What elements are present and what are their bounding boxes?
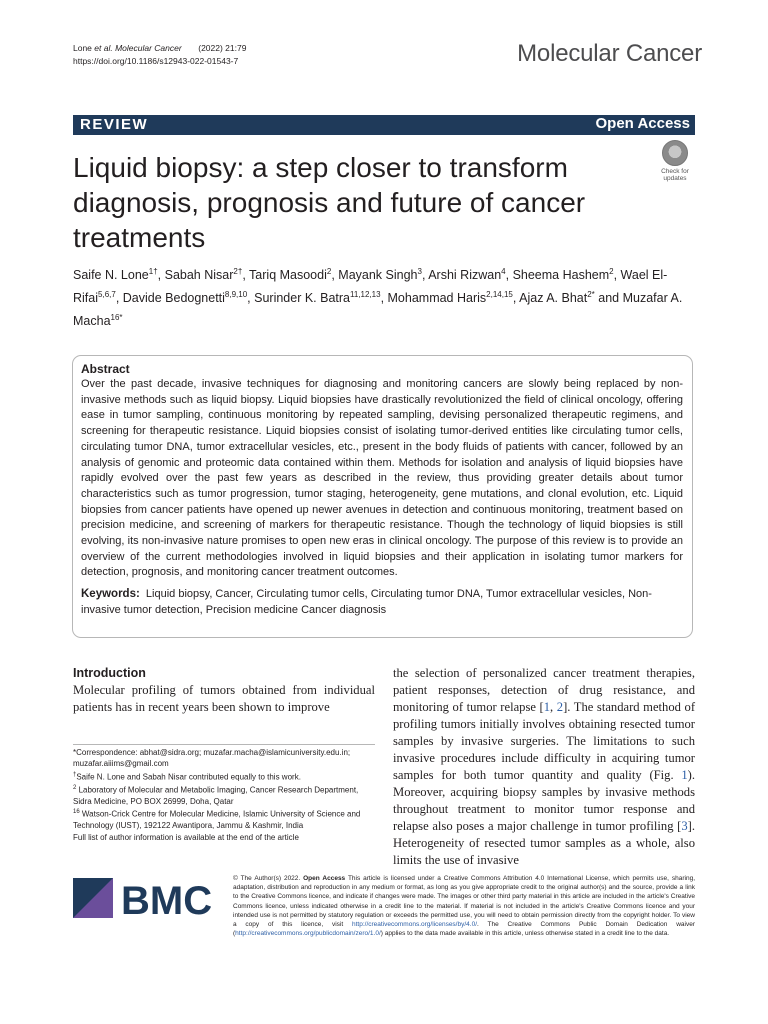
author-affiliation-marker: 16*	[110, 313, 123, 323]
check-for-updates-button[interactable]	[655, 140, 695, 182]
author-affiliation-marker: 2	[326, 267, 332, 276]
author-affiliation-marker: 2	[609, 267, 614, 276]
author-name[interactable]: Ajaz A. Bhat$^{2*}$	[519, 290, 595, 306]
bmc-logo-text: BMC	[121, 879, 213, 922]
journal-name: Molecular Cancer	[517, 40, 702, 67]
figure-link-1[interactable]: 1	[681, 768, 688, 782]
author-name[interactable]: Davide Bedognetti$^{8,9,10}$	[122, 290, 248, 306]
doi-link[interactable]: https://doi.org/10.1186/s12943-022-01543-7	[73, 56, 239, 66]
author-affiliation-marker: 11,12,13	[350, 290, 381, 300]
article-type-label: REVIEW	[80, 116, 149, 133]
abstract-heading: Abstract	[81, 362, 130, 376]
author-affiliation-marker: 2†	[233, 267, 243, 276]
author-affiliation-marker: 8,9,10	[224, 290, 248, 300]
footnotes	[73, 747, 375, 843]
author-affiliation-marker: 1†	[148, 267, 158, 276]
correspondence: *Correspondence: abhat@sidra.org; muzafar.macha@islamicuniversity.edu.in; muzafar.aiiims@gmail.com	[73, 748, 351, 769]
author-affiliation-marker: 5,6,7	[98, 290, 116, 300]
reference-link-3[interactable]: 3	[681, 819, 688, 833]
author-name[interactable]: Tariq Masoodi$^2$	[249, 267, 332, 283]
author-name[interactable]: Mohammad Haris$^{2,14,15}$	[387, 290, 513, 306]
author-name[interactable]: Saife N. Lone$^{1\dagger}$	[73, 267, 158, 283]
affiliation-2: $^2$ Laboratory of Molecular and Metabolic Imaging, Cancer Research Department, Sidra Medicine, PO BOX 26999, Doha, Qatar	[73, 784, 359, 806]
equal-contribution-note: †Saife N. Lone and Sabah Nisar contributed equally to this work.	[73, 771, 301, 782]
author-name[interactable]: Arshi Rizwan$^4$	[428, 267, 506, 283]
article-title: Liquid biopsy: a step closer to transform diagnosis, prognosis and future of cancer treatments	[73, 152, 586, 253]
keywords	[81, 587, 683, 618]
open-access-label: Open Access	[595, 115, 690, 132]
footnote-divider	[73, 744, 375, 745]
keywords-list: Liquid biopsy, Cancer, Circulating tumor cells, Circulating tumor DNA, Tumor extracellular vesicles, Non-invasive tumor detection, Precision medicine Cancer diagnosis	[81, 588, 652, 616]
citation-author: Lone	[73, 43, 92, 53]
abstract-body: Over the past decade, invasive techniques for diagnosing and monitoring cancers are slowly being replaced by non-invasive methods such as liquid biopsy. Liquid biopsies have drastically revolutionized the field of clinical oncology, offering ease in tumor sampling, continuous monitoring by repeated sampling, devising personalized therapeutic regimens, and screening for therapeutic resistance. Liquid biopsies consist of isolating tumor-derived entities like circulating tumor cells, circulating tumor DNA, tumor extracellular vesicles, etc., present in the body fluids of patients with cancer, followed by an analysis of genomic and proteomic data contained within them. Methods for isolation and analysis of liquid biopsies have rapidly evolved over the past few years as described in the review, thus providing greater details about tumor characteristics such as tumor progression, tumor staging, heterogeneity, gene mutations, and clonal evolution, etc. Liquid biopsies from cancer patients have opened up newer avenues in detection and continuous monitoring, treatment based on precision medicine, and screening of markers for therapeutic resistance. Though the technology of liquid biopsies is still evolving, its non-invasive nature promises to open new eras in clinical oncology. The purpose of this review is to provide an overview of the current methodologies involved in liquid biopsies and their application in isolating tumor markers for detection, prognosis, and monitoring cancer treatment outcomes.	[81, 378, 683, 579]
introduction-right-text: the selection of personalized cancer treatment therapies, patient responses, detection of drug resistance, and monitoring of tumor relapse [1, 2]. The standard method of profiling tumors initially involves obtaining resected tumor samples by invasive surgeries. The limitations to such invasive procedures include difficulty in acquiring tumor samples for both tumor quantity and quality (Fig. 1). Moreover, acquiring biopsy samples by invasive methods throughout treatment to monitor tumor response and relapse also poses a major challenge in tumor profiling [3]. Heterogeneity of resected tumor samples as a whole, also limits the use of invasive	[393, 666, 696, 867]
affiliation-16: $^{16}$ Watson-Crick Centre for Molecular Medicine, Islamic University of Science and Technology (IUST), 192122 Awantipora, Jammu & Kashmir, India	[73, 809, 361, 831]
author-affiliation-marker: 3	[417, 267, 422, 276]
reference-link-1[interactable]: 1	[543, 700, 551, 714]
license-open-access-label: Open Access	[303, 875, 346, 882]
cc-by-license-link[interactable]: http://creativecommons.org/licenses/by/4.0/	[352, 921, 478, 929]
author-list: Saife N. Lone$^{1\dagger}$, Sabah Nisar$^{2\dagger}$, Tariq Masoodi$^2$, Mayank Singh$^3$, Arshi Rizwan$^4$, Sheema Hashem$^2$, Wael El-Rifai$^{5,6,7}$, Davide Bedognetti$^{8,9,10}$, Surinder K. Batra$^{11,12,13}$, Mohammad Haris$^{2,14,15}$, Ajaz A. Bhat$^{2*}$ and Muzafar A. Macha$^{16*}$	[73, 267, 683, 329]
author-name[interactable]: Sabah Nisar$^{2\dagger}$	[164, 267, 243, 283]
keywords-label: Keywords:	[81, 588, 140, 601]
abstract-box	[72, 355, 693, 638]
bmc-logo	[73, 874, 213, 922]
article-citation	[73, 42, 246, 68]
author-name[interactable]: Muzafar A. Macha$^{16*}$	[73, 291, 683, 329]
citation-journal: et al. Molecular Cancer	[94, 43, 182, 53]
introduction-heading: Introduction	[73, 666, 146, 680]
author-name[interactable]: Surinder K. Batra$^{11,12,13}$	[254, 290, 381, 306]
author-name[interactable]: Wael El-Rifai$^{5,6,7}$	[73, 268, 668, 306]
license-statement: © The Author(s) 2022. Open Access This article is licensed under a Creative Commons Attribution 4.0 International License, which permits use, sharing, adaptation, distribution and reproduction in any medium or format, as long as you give appropriate credit to the original author(s) and the source, provide a link to the Creative Commons licence, and indicate if changes were made. The images or other third party material in this article are included in the article's Creative Commons licence, unless indicated otherwise in a credit line to the material. If material is not included in the article's Creative Commons licence and your intended use is not permitted by statutory regulation or exceeds the permitted use, you will need to obtain permission directly from the copyright holder. To view a copy of this licence, visit http://creativecommons.org/licenses/by/4.0/. The Creative Commons Public Domain Dedication waiver (http://creativecommons.org/publicdomain/zero/1.0/) applies to the data made available in this article, unless otherwise stated in a credit line to the data.	[233, 875, 696, 938]
author-affiliation-marker: 2,14,15	[486, 290, 513, 300]
author-affiliation-marker: 4	[501, 267, 506, 276]
reference-link-2[interactable]: 2	[556, 700, 564, 714]
introduction-left-text: Molecular profiling of tumors obtained from individual patients has in recent years been shown to improve	[73, 683, 375, 714]
author-name[interactable]: Sheema Hashem$^2$	[512, 267, 614, 283]
article-type-banner	[73, 115, 695, 135]
check-for-updates-icon	[662, 140, 688, 166]
citation-year: (2022) 21:79	[198, 43, 247, 53]
full-author-info-note: Full list of author information is available at the end of the article	[73, 832, 299, 842]
author-name[interactable]: Mayank Singh$^3$	[338, 267, 422, 283]
check-for-updates-label: Check for updates	[661, 168, 689, 182]
cc0-waiver-link[interactable]: http://creativecommons.org/publicdomain/zero/1.0/	[235, 930, 381, 938]
author-affiliation-marker: 2*	[587, 290, 595, 300]
